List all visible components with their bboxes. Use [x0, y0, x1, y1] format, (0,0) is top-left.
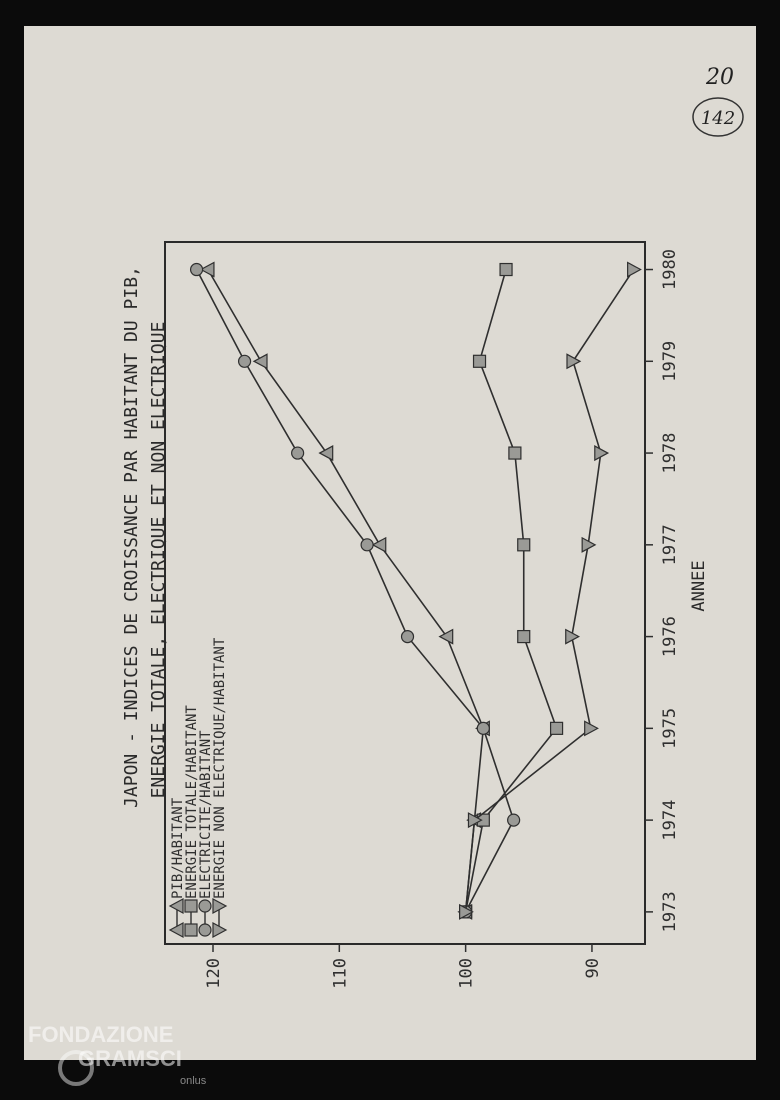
data-point [239, 355, 251, 367]
y-tick-label: 100 [456, 958, 477, 989]
legend-marker [199, 900, 211, 912]
page-number: 20 [706, 65, 734, 90]
data-point [518, 631, 530, 643]
legend-label: ENERGIE NON ELECTRIQUE/HABITANT [212, 637, 228, 899]
data-point [508, 814, 520, 826]
page-number-circled: 142 [700, 108, 736, 129]
x-tick-label: 1978 [660, 432, 680, 474]
legend-marker [199, 924, 211, 936]
x-tick-label: 1979 [660, 340, 680, 382]
legend-label: ENERGIE TOTALE/HABITANT [184, 705, 200, 899]
y-tick-label: 120 [204, 958, 224, 989]
axes [204, 249, 680, 989]
data-point [518, 539, 530, 551]
data-point [500, 264, 512, 276]
data-point [628, 263, 641, 277]
data-point [320, 446, 333, 460]
data-point [191, 264, 203, 276]
y-tick-label: 110 [330, 958, 351, 989]
x-tick-label: 1976 [660, 616, 680, 658]
data-point [595, 446, 608, 460]
x-tick-label: 1974 [660, 799, 680, 841]
chart-title-line1: JAPON - INDICES DE CROISSANCE PAR HABITANT DU PIB, [121, 266, 142, 808]
watermark-logo [28, 1020, 228, 1100]
data-point [373, 538, 386, 552]
legend-marker [185, 900, 197, 912]
x-tick-label: 1977 [660, 524, 680, 566]
rotated-chart-group [121, 242, 709, 989]
data-point [509, 447, 521, 459]
legend-marker [185, 924, 197, 936]
data-point [361, 539, 373, 551]
watermark-line1: FONDAZIONE [28, 1022, 174, 1047]
document-sheet [24, 26, 756, 1087]
data-point [585, 721, 598, 735]
legend-label: PIB/HABITANT [170, 797, 186, 899]
watermark-line2: GRAMSCI [78, 1046, 182, 1071]
data-point [567, 354, 580, 368]
series-layer [191, 263, 641, 919]
data-point [474, 355, 486, 367]
chart-title-line2: ENERGIE TOTALE, ELECTRIQUE ET NON ELECTRIQUE [148, 321, 169, 799]
x-tick-label: 1980 [660, 249, 680, 291]
data-point [551, 722, 563, 734]
x-axis-label: ANNEE [689, 560, 709, 612]
legend [170, 637, 228, 937]
x-tick-label: 1975 [660, 707, 680, 749]
data-point [402, 631, 414, 643]
watermark-line3: onlus [180, 1075, 207, 1087]
data-point [292, 447, 304, 459]
legend-label: ELECTRICITE/HABITANT [198, 730, 214, 899]
y-tick-label: 90 [582, 958, 603, 979]
series-line [466, 270, 634, 912]
data-point [477, 722, 489, 734]
data-point [254, 354, 267, 368]
chart [24, 26, 756, 1060]
data-point [440, 630, 453, 644]
x-tick-label: 1973 [660, 891, 680, 933]
